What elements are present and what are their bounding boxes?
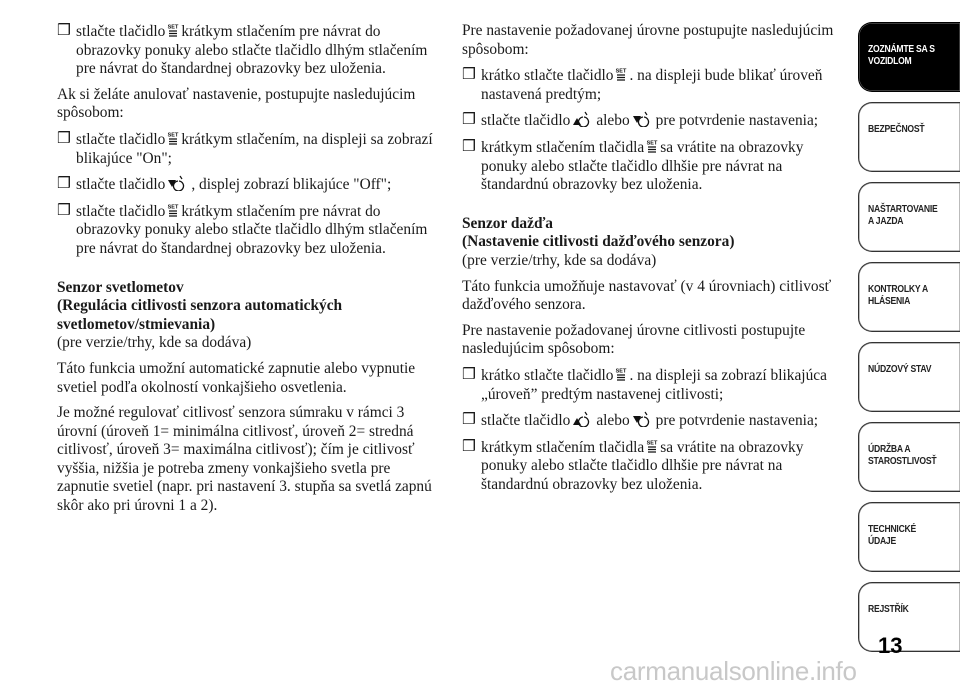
section-heading: Senzor dažďa — [462, 214, 553, 232]
bullet-icon: ❒ — [462, 66, 476, 84]
paragraph: Táto funkcia umožňuje nastavovať (v 4 úrovniach) citlivosť dažďového senzora. — [462, 277, 832, 314]
paragraph: Je možné regulovať citlivosť senzora súmraku v rámci 3 úrovní (úroveň 1= minimálna citlivosť, úroveň 2= stredná citlivosť, úroveň 3= maximálna citlivosť); čím je citlivosť vyššia, nižšia je potreba zmeny vonkajšieho svetla pre zapnutie svetiel (napr. pri nastavení 3. stupňa sa svetlá zapnú skôr ako pri úrovni 1 a 2). — [57, 404, 432, 515]
list-item: ❒ stlačte tlačidlo krátkym stlačením pre návrat do obrazovky ponuky alebo stlačte tlačidlo dlhým stlačením pre návrat do štandardnej obrazovky bez uloženia. — [57, 201, 428, 257]
list-item: ❒ stlačte tlačidlo , displej zobrazí blikajúce "Off"; — [57, 175, 392, 194]
bullet-icon: ❒ — [57, 175, 71, 193]
availability-note: (pre verzie/trhy, kde sa dodáva) — [462, 251, 657, 269]
watermark: carmanualsonline.info — [610, 656, 857, 686]
section-subheading: (Regulácia citlivosti senzora automatických svetlometov/stmievania) — [57, 297, 343, 333]
bullet-icon: ❒ — [462, 365, 476, 383]
right-column — [462, 22, 847, 501]
bullet-icon: ❒ — [57, 129, 71, 147]
bullet-icon: ❒ — [462, 137, 476, 155]
set-button-icon — [167, 202, 179, 218]
tab-technicke-udaje[interactable] — [858, 502, 960, 572]
tab-label: KONTROLKY A HLÁSENIA — [868, 283, 928, 307]
tab-nastartovanie-a-jazda[interactable] — [858, 182, 960, 252]
list-item: ❒ krátkym stlačením tlačidla sa vrátite na obrazovky ponuky alebo stlačte tlačidlo dlhšie pre návrat na štandardnú obrazovky bez uloženia. — [462, 137, 804, 194]
tab-label: TECHNICKÉ ÚDAJE — [868, 523, 917, 547]
tab-udrzba-a-starostlivost[interactable] — [858, 422, 960, 492]
set-button-icon — [646, 138, 658, 154]
list-item: ❒ krátkym stlačením tlačidla sa vrátite na obrazovky ponuky alebo stlačte tlačidlo dlhšie pre návrat na štandardnú obrazovky bez uloženia. — [462, 437, 804, 493]
list-item: ❒ krátko stlačte tlačidlo . na displeji bude blikať úroveň nastavená predtým; — [462, 66, 823, 103]
availability-note: (pre verzie/trhy, kde sa dodáva) — [57, 334, 252, 352]
tab-label: NÚDZOVÝ STAV — [868, 363, 932, 375]
tab-label: ÚDRŽBA A STAROSTLIVOSŤ — [868, 443, 937, 467]
tab-kontrolky-a-hlasenia[interactable] — [858, 262, 960, 332]
tab-zoznamte-sa-s-vozidlom[interactable] — [858, 22, 960, 92]
bullet-icon: ❒ — [57, 201, 71, 219]
list-item: ❒ stlačte tlačidlo krátkym stlačením, na displeji sa zobrazí blikajúce "On"; — [57, 129, 433, 167]
list-item: ❒ stlačte tlačidlo alebo pre potvrdenie nastavenia; — [462, 111, 819, 130]
tab-label: ZOZNÁMTE SA S VOZIDLOM — [868, 43, 935, 67]
page-number: 13 — [878, 633, 903, 658]
set-button-icon — [167, 130, 179, 146]
bullet-icon: ❒ — [462, 411, 476, 429]
tab-label: REJSTŘÍK — [868, 603, 909, 615]
set-button-icon — [615, 366, 627, 382]
set-button-icon — [646, 438, 658, 454]
set-button-icon — [167, 22, 179, 38]
chapter-sidebar — [858, 22, 960, 662]
list-item: ❒ krátko stlačte tlačidlo . na displeji sa zobrazí blikajúca „úroveň” predtým nastavenej citlivosti; — [462, 365, 827, 403]
bullet-icon: ❒ — [462, 111, 476, 129]
tab-bezpecnost[interactable] — [858, 102, 960, 172]
down-arrow-button-icon — [167, 175, 189, 191]
up-arrow-button-icon — [572, 411, 594, 427]
paragraph: Táto funkcia umožní automatické zapnutie alebo vypnutie svetiel podľa okolností vonkajšieho osvetlenia. — [57, 359, 416, 396]
tab-label: NAŠTARTOVANIE A JAZDA — [868, 203, 938, 227]
paragraph: Pre nastavenie požadovanej úrovne citlivosti postupujte nasledujúcim spôsobom: — [462, 321, 806, 358]
bullet-icon: ❒ — [57, 22, 71, 39]
down-arrow-button-icon — [632, 411, 654, 427]
tab-nudzovy-stav[interactable] — [858, 342, 960, 412]
list-item: ❒ stlačte tlačidlo alebo pre potvrdenie nastavenia; — [462, 411, 819, 430]
down-arrow-button-icon — [632, 111, 654, 127]
list-item: ❒ stlačte tlačidlo krátkym stlačením pre návrat do obrazovky ponuky alebo stlačte tlačidlo dlhým stlačením pre návrat do štandardnej obrazovky bez uloženia. — [57, 22, 428, 78]
up-arrow-button-icon — [572, 111, 594, 127]
tab-rejstrik[interactable] — [858, 582, 960, 652]
tab-label: BEZPEČNOSŤ — [868, 123, 925, 135]
section-subheading: (Nastavenie citlivosti dažďového senzora) — [462, 233, 735, 251]
set-button-icon — [615, 66, 627, 82]
paragraph: Ak si želáte anulovať nastavenie, postupujte nasledujúcim spôsobom: — [57, 85, 416, 122]
paragraph: Pre nastavenie požadovanej úrovne postupujte nasledujúcim spôsobom: — [462, 22, 834, 58]
bullet-icon: ❒ — [462, 437, 476, 455]
section-heading: Senzor svetlometov — [57, 278, 184, 296]
left-column — [57, 22, 445, 523]
